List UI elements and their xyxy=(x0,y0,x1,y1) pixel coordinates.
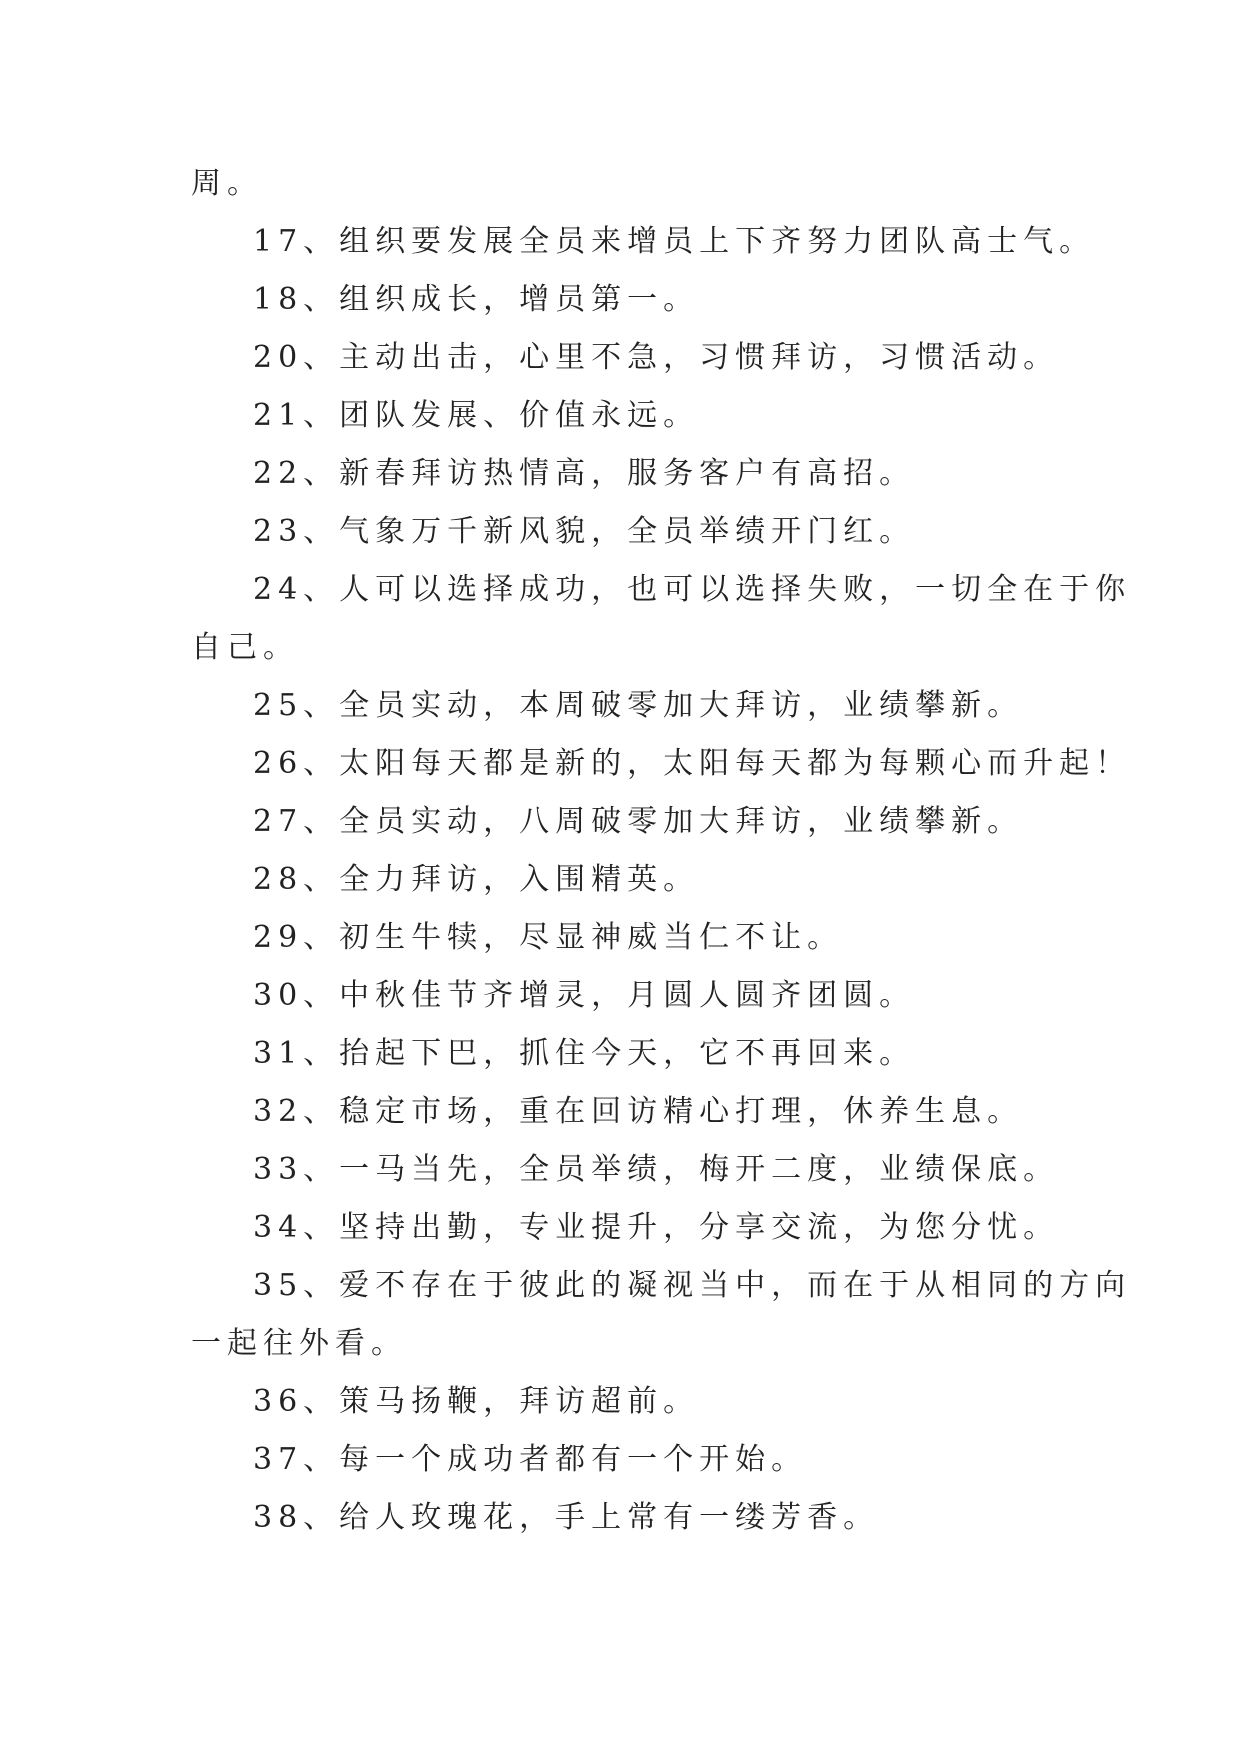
text-line: 32、稳定市场，重在回访精心打理，休养生息。 xyxy=(253,1094,1024,1129)
text-line: 17、组织要发展全员来增员上下齐努力团队高士气。 xyxy=(253,224,1096,259)
text-line: 25、全员实动，本周破零加大拜访，业绩攀新。 xyxy=(253,688,1024,723)
text-line: 20、主动出击，心里不急，习惯拜访，习惯活动。 xyxy=(253,340,1060,375)
text-line: 18、组织成长，增员第一。 xyxy=(253,282,700,317)
text-line: 30、中秋佳节齐增灵，月圆人圆齐团圆。 xyxy=(253,978,916,1013)
text-line: 33、一马当先，全员举绩，梅开二度，业绩保底。 xyxy=(253,1152,1060,1187)
text-line: 28、全力拜访，入围精英。 xyxy=(253,862,700,897)
text-line: 26、太阳每天都是新的，太阳每天都为每颗心而升起！ xyxy=(253,746,1132,781)
text-line: 24、人可以选择成功，也可以选择失败，一切全在于你 xyxy=(253,572,1132,607)
text-line: 36、策马扬鞭，拜访超前。 xyxy=(253,1384,700,1419)
text-line: 自己。 xyxy=(191,630,299,665)
text-line: 35、爱不存在于彼此的凝视当中，而在于从相同的方向 xyxy=(253,1268,1132,1303)
text-line: 29、初生牛犊，尽显神威当仁不让。 xyxy=(253,920,844,955)
text-line: 21、团队发展、价值永远。 xyxy=(253,398,700,433)
text-line: 一起往外看。 xyxy=(191,1326,407,1361)
text-line: 34、坚持出勤，专业提升，分享交流，为您分忧。 xyxy=(253,1210,1060,1245)
text-line: 22、新春拜访热情高，服务客户有高招。 xyxy=(253,456,916,491)
text-line: 31、抬起下巴，抓住今天，它不再回来。 xyxy=(253,1036,916,1071)
text-line: 37、每一个成功者都有一个开始。 xyxy=(253,1442,808,1477)
text-line: 38、给人玫瑰花，手上常有一缕芳香。 xyxy=(253,1500,880,1535)
text-line: 27、全员实动，八周破零加大拜访，业绩攀新。 xyxy=(253,804,1024,839)
document-body xyxy=(191,155,1132,1547)
text-line: 周。 xyxy=(191,166,263,201)
text-line: 23、气象万千新风貌，全员举绩开门红。 xyxy=(253,514,916,549)
